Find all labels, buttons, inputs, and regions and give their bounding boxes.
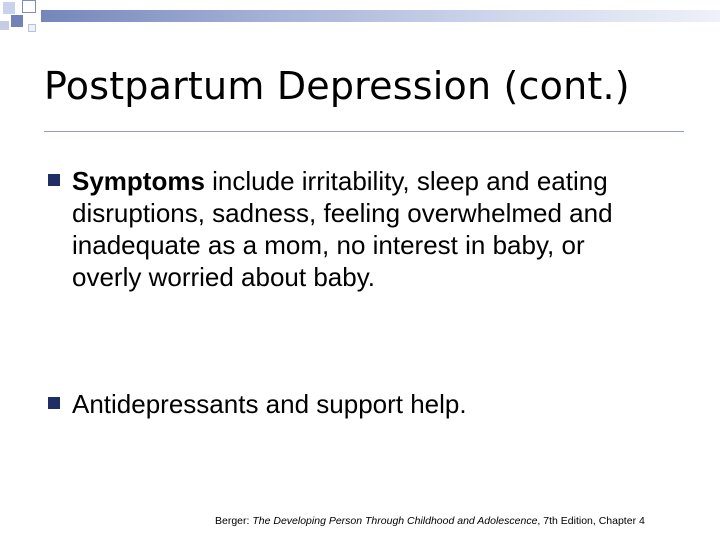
decor-square — [22, 0, 36, 13]
decor-square — [28, 24, 36, 32]
bullet-item — [48, 165, 642, 293]
citation-author: Berger: — [215, 515, 253, 527]
decor-square — [11, 15, 23, 27]
citation-edition: , 7th Edition, Chapter 4 — [537, 515, 645, 527]
title-divider — [44, 131, 684, 132]
square-bullet-icon — [48, 174, 60, 186]
header-gradient-bar — [41, 10, 720, 22]
bullet-body: include irritability, sleep and eating disruptions, sadness, feeling overwhelmed and inadequate as a mom, no interest in baby, or overly worried about baby. — [72, 166, 613, 292]
slide-title: Postpartum Depression (cont.) — [44, 64, 630, 108]
decor-square — [3, 2, 15, 14]
source-citation — [215, 515, 645, 527]
citation-book-title: The Developing Person Through Childhood and Adolescence — [252, 515, 538, 527]
bullet-lead-term: Symptoms — [72, 166, 205, 196]
decor-square — [0, 21, 9, 30]
bullet-item — [48, 388, 642, 420]
square-bullet-icon — [48, 397, 60, 409]
bullet-text — [72, 165, 642, 293]
bullet-text: Antidepressants and support help. — [72, 389, 467, 419]
